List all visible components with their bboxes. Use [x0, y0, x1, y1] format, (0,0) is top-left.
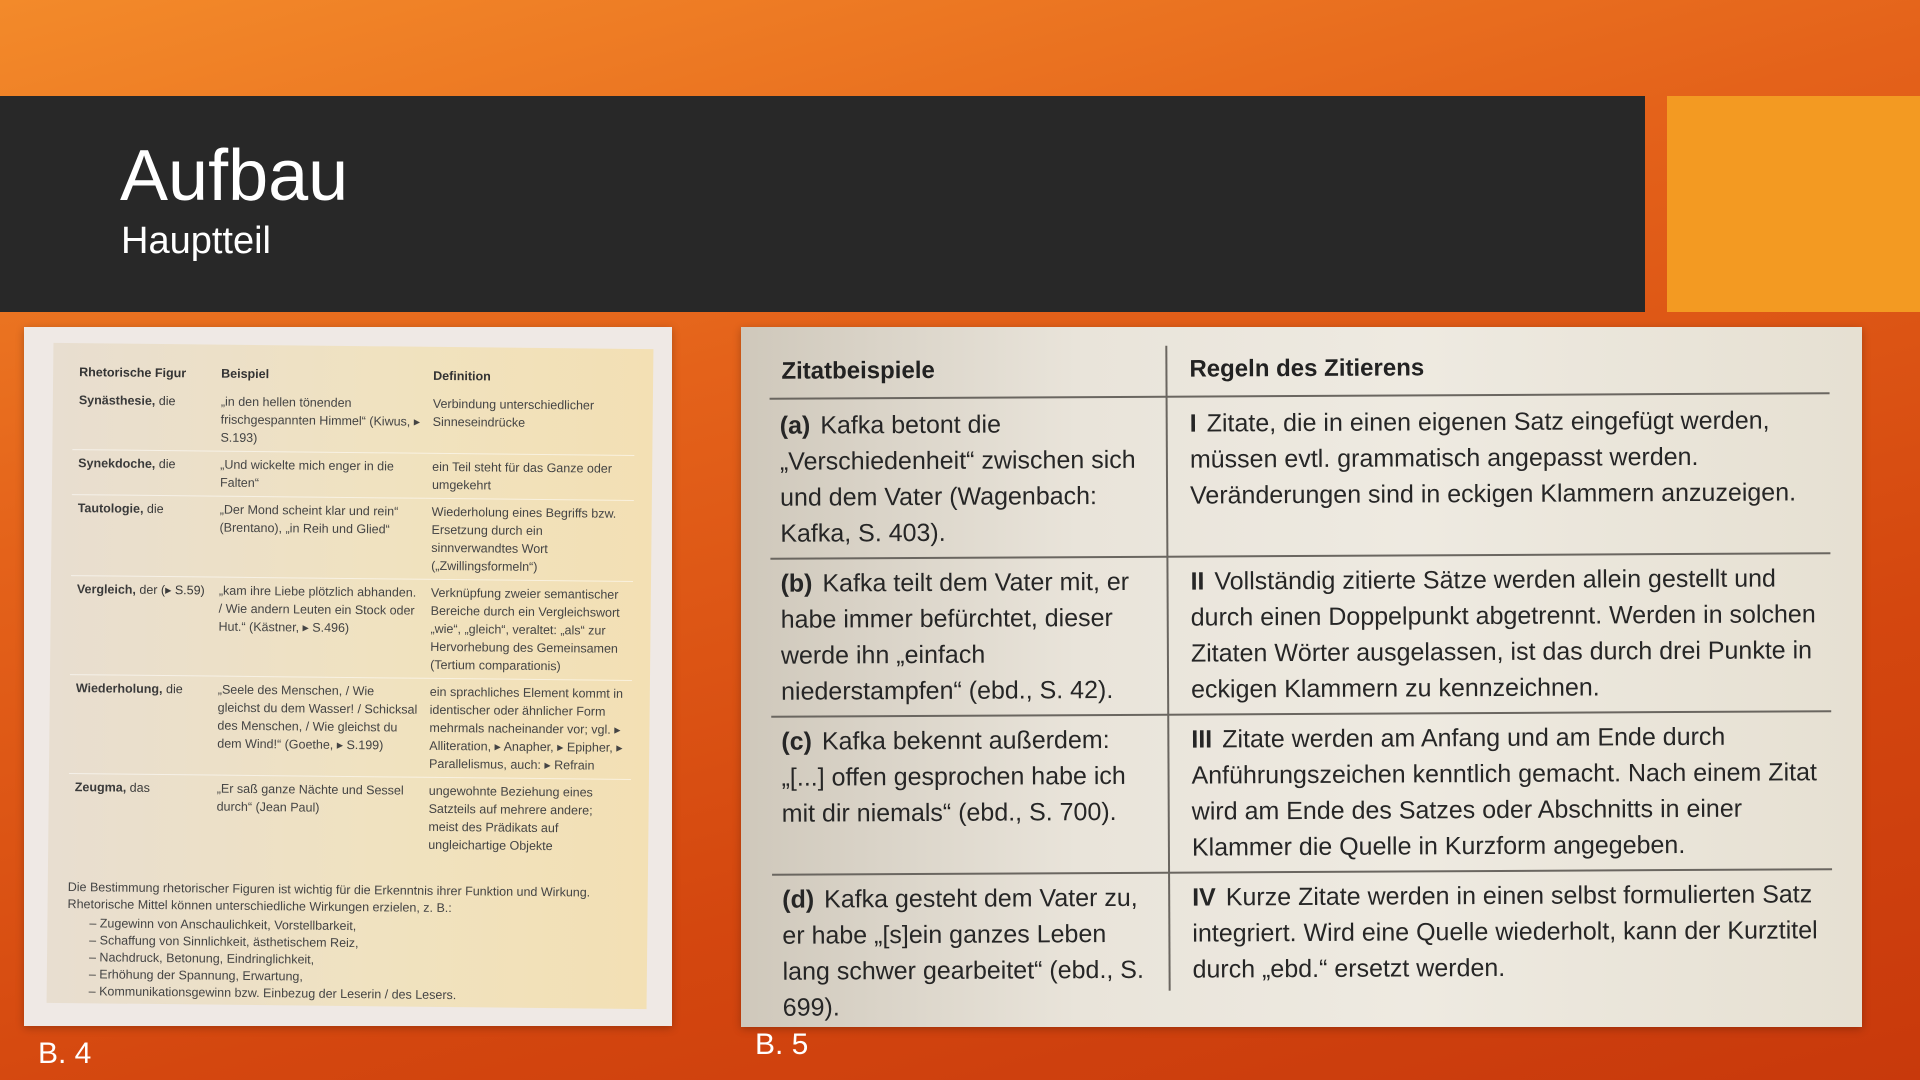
- citation-example-label: (a): [779, 411, 811, 440]
- citation-rule-text: Zitate, die in einen eigenen Satz eingefügt werden, müssen evtl. grammatisch angepasst werden. Veränderungen sind in eckigen Klammern anzuzeigen.: [1189, 406, 1797, 510]
- accent-square: [1667, 96, 1920, 312]
- citation-example-text: Kafka gesteht dem Vater zu, er habe „[s]ein ganzes Leben lang schwer gearbeitet“ (ebd., S. 699).: [782, 883, 1144, 1022]
- row-divider: [772, 868, 1832, 876]
- citation-header-examples: Zitatbeispiele: [781, 356, 935, 385]
- row-divider: [771, 710, 1831, 718]
- table-row: [69, 675, 632, 780]
- table-row: [70, 576, 633, 681]
- citation-example-label: (c): [781, 727, 813, 756]
- rhetoric-figure-name: Tautologie,: [77, 501, 144, 516]
- citation-example-a: [780, 406, 1153, 552]
- citation-rule-text: Kurze Zitate werden in einen selbst formulierten Satz integriert. Wird eine Quelle wiederholt, kann der Kurztitel durch „ebd.“ ersetzt werden.: [1192, 880, 1818, 984]
- citation-header-rules: Regeln des Zitierens: [1189, 354, 1425, 383]
- rhetoric-note-intro: Die Bestimmung rhetorischer Figuren ist wichtig für die Erkenntnis ihrer Funktion und Wirkung. Rhetorische Mittel können unterschiedliche Wirkungen erzielen, z. B.:: [67, 880, 591, 916]
- rhetoric-figure-article: die: [146, 501, 164, 517]
- citation-example-text: Kafka teilt dem Vater mit, er habe immer befürchtet, dieser werde ihn „einfach niederstampfen“ (ebd., S. 42).: [780, 567, 1130, 706]
- rhetoric-example: „Und wickelte mich enger in die Falten“: [214, 451, 426, 498]
- rhetoric-figure-name: Zeugma,: [74, 780, 127, 795]
- citation-example-text: Kafka bekennt außerdem: „[...] offen gesprochen habe ich mit dir niemals“ (ebd., S. 700).: [781, 726, 1126, 828]
- citation-rule-number: IV: [1192, 883, 1216, 912]
- slide-title: Aufbau: [120, 136, 349, 216]
- citation-rule-text: Zitate werden am Anfang und am Ende durch Anführungszeichen kenntlich gemacht. Nach einem Zitat wird am Ende des Satzes oder Abschnitts in einer Klammer die Quelle in Kurzform angegeben.: [1191, 722, 1817, 862]
- list-item: – Schaffung von Sinnlichkeit, ästhetischem Reiz,: [89, 932, 637, 955]
- rhetoric-example: „Seele des Menschen, / Wie gleichst du dem Wasser! / Schicksal des Menschen, / Wie gleichst du dem Wind!“ (Goethe, ▸ S.199): [211, 676, 424, 777]
- figure-b4-caption: B. 4: [38, 1037, 92, 1070]
- rhetoric-example: „Der Mond scheint klar und rein“ (Brentano), „in Reih und Glied“: [213, 496, 426, 579]
- rhetoric-figure-name: Vergleich,: [76, 582, 137, 597]
- table-row: [72, 387, 635, 455]
- list-item: – Nachdruck, Betonung, Eindringlichkeit,: [89, 949, 637, 972]
- rhetoric-figure-article: die: [158, 456, 176, 472]
- row-divider: [770, 552, 1830, 560]
- rhetoric-figure-article: die: [165, 682, 183, 697]
- rhetoric-header-definition: Definition: [433, 368, 491, 384]
- rhetoric-figure-article: die: [158, 393, 176, 409]
- rhetoric-header-example: Beispiel: [221, 366, 270, 382]
- citation-rule-1: [1190, 402, 1821, 513]
- figure-b5-image[interactable]: [741, 327, 1862, 1027]
- figure-b5-caption: B. 5: [755, 1028, 809, 1061]
- citation-table: [769, 342, 1832, 1022]
- rhetoric-figure-article: das: [129, 780, 150, 795]
- figure-b4-page: [47, 343, 654, 1009]
- rhetoric-definition: ein Teil steht für das Ganze oder umgekehrt: [426, 453, 634, 500]
- citation-rule-text: Vollständig zitierte Sätze werden allein gestellt und durch einen Doppelpunkt abgetrennt. Werden in solchen Zitaten Wörter ausgelassen, ist das durch drei Punkte in eckigen Klammern zu kennzeichnen.: [1190, 564, 1816, 704]
- rhetoric-table: [68, 359, 635, 860]
- list-item: – Erhöhung der Spannung, Erwartung,: [89, 966, 637, 989]
- rhetoric-header-figure: Rhetorische Figur: [79, 365, 187, 381]
- figure-b4-image[interactable]: [24, 327, 672, 1026]
- citation-rule-number: II: [1190, 567, 1205, 596]
- rhetoric-note: [67, 879, 638, 1006]
- list-item: – Kommunikationsgewinn bzw. Einbezug der Leserin / des Lesers.: [89, 983, 637, 1006]
- rhetoric-figure-name: Synästhesie,: [78, 393, 156, 408]
- rhetoric-definition: Verknüpfung zweier semantischer Bereiche durch ein Vergleichswort „wie“, „gleich“, veraltet: „als“ zur Hervorhebung des Gemeinsamen (Tertium comparationis): [424, 579, 633, 680]
- table-row: [72, 450, 634, 501]
- citation-rule-4: [1192, 876, 1823, 987]
- table-row: [71, 495, 634, 582]
- rhetoric-figure-name: Wiederholung,: [75, 681, 163, 697]
- table-row: [68, 774, 631, 860]
- citation-example-label: (d): [782, 885, 815, 914]
- citation-example-b: [780, 564, 1153, 710]
- rhetoric-example: „in den hellen tönenden frischgespannten Himmel“ (Kiwus, ▸ S.193): [220, 394, 421, 446]
- citation-example-c: [781, 722, 1154, 832]
- rhetoric-definition: ungewohnte Beziehung eines Satzteils auf mehrere andere; meist des Prädikats auf ungleichartige Objekte: [422, 777, 631, 860]
- column-divider: [1165, 346, 1170, 991]
- rhetoric-definition: Verbindung unterschiedlicher Sinneseindrücke: [432, 396, 595, 430]
- citation-rule-number: III: [1191, 725, 1213, 754]
- rhetoric-definition: Wiederholung eines Begriffs bzw. Ersetzung durch ein sinnverwandtes Wort („Zwillingsformeln“): [425, 498, 634, 581]
- rhetoric-example: „kam ihre Liebe plötzlich abhanden. / Wie andern Leuten ein Stock oder Hut.“ (Kästner, ▸ S.496): [212, 577, 425, 678]
- list-item: – Zugewinn von Anschaulichkeit, Vorstellbarkeit,: [89, 915, 637, 938]
- citation-example-d: [782, 880, 1155, 1026]
- rhetoric-example: „Er saß ganze Nächte und Sessel durch“ (Jean Paul): [210, 775, 423, 858]
- rhetoric-definition: ein sprachliches Element kommt in identischer oder ähnlicher Form mehrmals nacheinander vor; vgl. ▸ Alliteration, ▸ Anapher, ▸ Epipher, ▸ Parallelismus, auch: ▸ Refrain: [423, 678, 632, 779]
- citation-rule-number: I: [1189, 409, 1197, 438]
- citation-example-label: (b): [780, 569, 813, 598]
- slide-subtitle: Hauptteil: [121, 220, 271, 262]
- rhetoric-figure-name: Synekdoche,: [78, 456, 156, 471]
- rhetoric-figure-article: der (▸ S.59): [139, 582, 205, 598]
- rhetoric-effects-list: [67, 915, 638, 1006]
- citation-rule-2: [1190, 560, 1821, 707]
- citation-rule-3: [1191, 718, 1822, 865]
- row-divider: [770, 392, 1830, 400]
- citation-example-text: Kafka betont die „Verschiedenheit“ zwischen sich und dem Vater (Wagenbach: Kafka, S. 403).: [779, 410, 1136, 548]
